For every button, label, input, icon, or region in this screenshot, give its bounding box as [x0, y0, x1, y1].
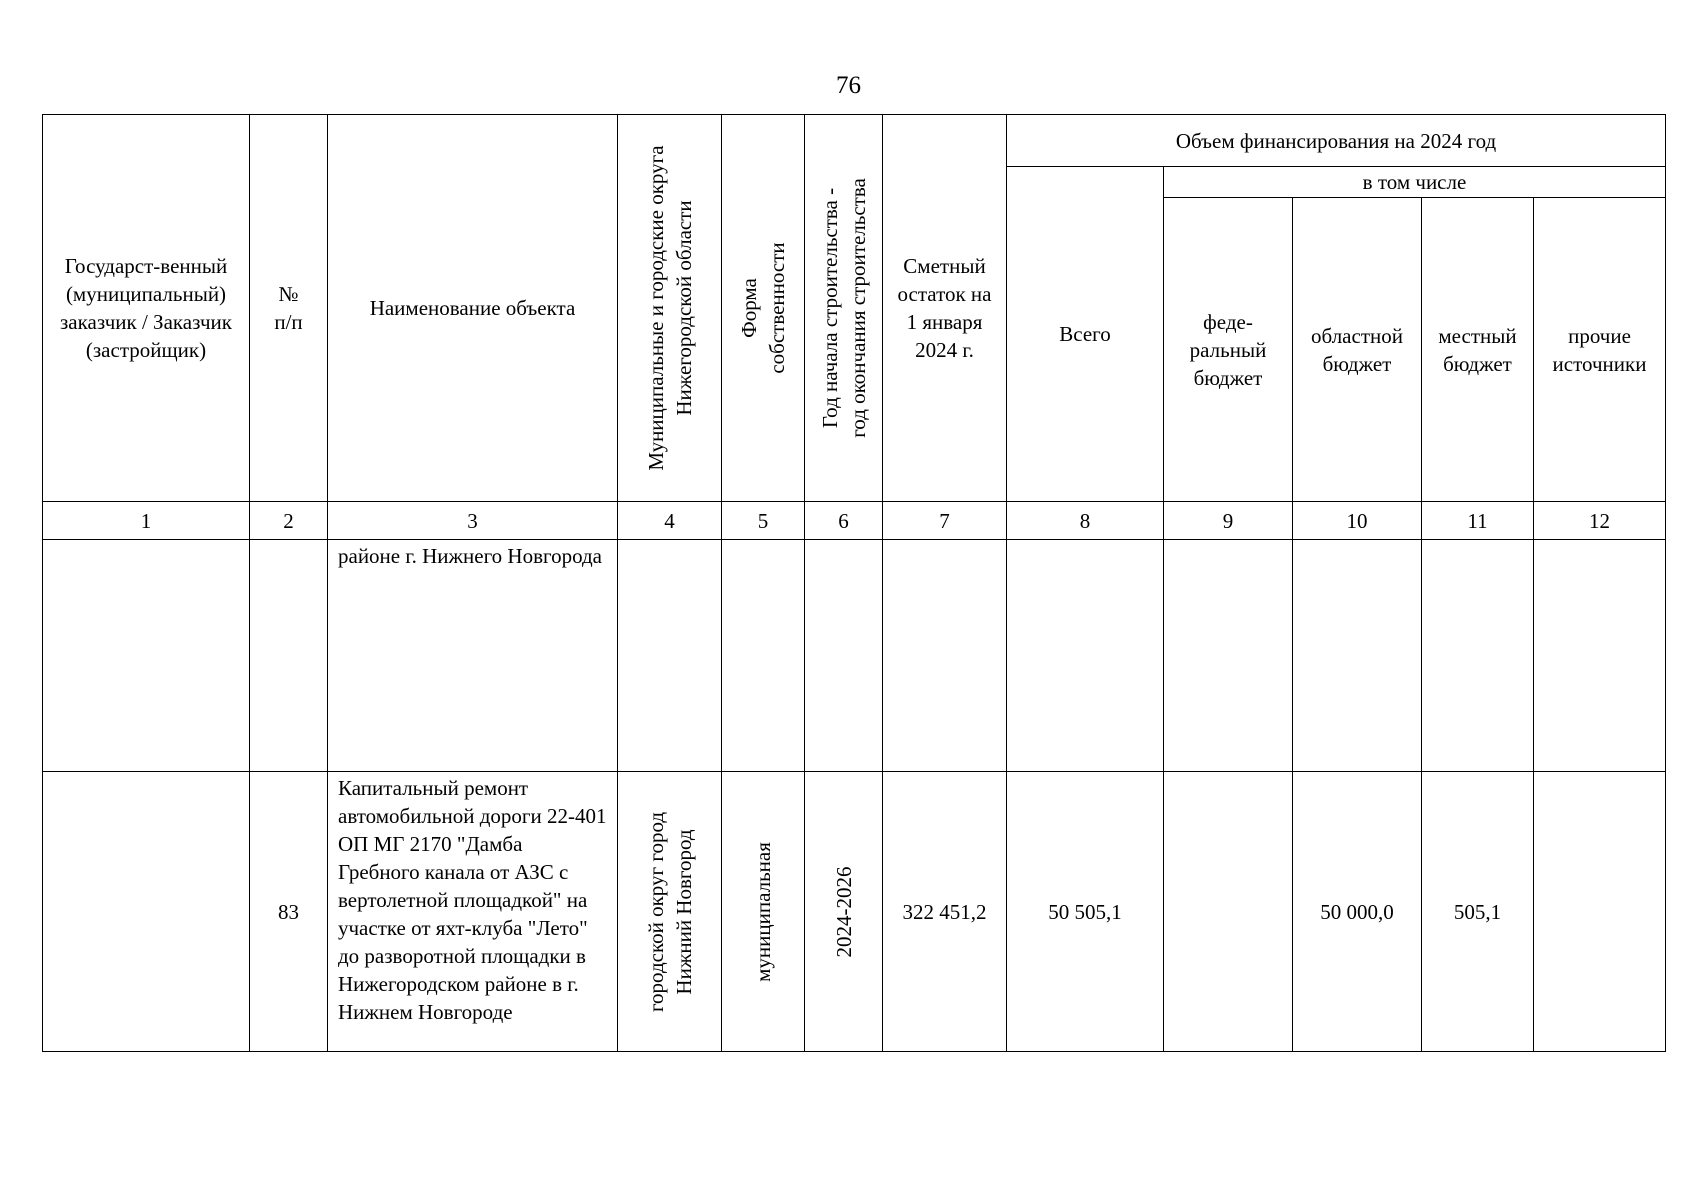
header-local [1422, 198, 1534, 502]
column-number: 10 [1293, 502, 1422, 540]
header-estimated-balance [883, 115, 1007, 502]
header-municipality-line2: Нижегородской области [671, 200, 696, 416]
cell-ownership [722, 540, 805, 772]
column-number: 4 [618, 502, 722, 540]
header-other-label: прочие источники [1552, 323, 1647, 376]
cell-years [805, 772, 883, 1052]
header-number-label: № п/п [274, 282, 303, 334]
column-number: 6 [805, 502, 883, 540]
cell-total [1007, 540, 1164, 772]
column-number: 7 [883, 502, 1007, 540]
header-including-group [1164, 167, 1666, 198]
column-number: 12 [1534, 502, 1666, 540]
header-funding-group [1007, 115, 1666, 167]
header-other [1534, 198, 1666, 502]
column-number: 2 [250, 502, 328, 540]
cell-municipality-line2: Нижний Новгород [671, 828, 696, 995]
header-customer [43, 115, 250, 502]
header-municipality-line1: Муниципальные и городские округа [643, 145, 668, 471]
cell-estimated-balance: 322 451,2 [883, 772, 1007, 1052]
header-total [1007, 167, 1164, 502]
cell-total: 50 505,1 [1007, 772, 1164, 1052]
header-ownership [722, 115, 805, 502]
header-federal [1164, 198, 1293, 502]
header-ownership-line1: Форма [737, 278, 761, 338]
header-estimated-balance-label: Сметный остаток на 1 января 2024 г. [897, 254, 992, 362]
header-municipality [618, 115, 722, 502]
cell-municipality [618, 772, 722, 1052]
cell-regional: 50 000,0 [1293, 772, 1422, 1052]
column-number: 9 [1164, 502, 1293, 540]
cell-municipality [618, 540, 722, 772]
cell-regional [1293, 540, 1422, 772]
cell-customer [43, 540, 250, 772]
header-federal-label: феде-ральный бюджет [1189, 309, 1267, 390]
page-number: 76 [836, 72, 861, 99]
cell-customer [43, 772, 250, 1052]
column-number: 8 [1007, 502, 1164, 540]
column-number: 3 [328, 502, 618, 540]
header-local-label: местный бюджет [1438, 323, 1517, 376]
column-number: 5 [722, 502, 805, 540]
cell-federal [1164, 772, 1293, 1052]
cell-years-label: 2024-2026 [831, 866, 856, 957]
table-row [43, 540, 1666, 772]
cell-number: 83 [250, 772, 328, 1052]
header-years [805, 115, 883, 502]
cell-object-name: Капитальный ремонт автомобильной дороги 22-401 ОП МГ 2170 "Дамба Гребного канала от АЗС с вертолетной площадкой" на участке от яхт-клуба "Лето" до разворотной площадки в Нижегородском районе в г. Нижнем Новгороде [328, 772, 618, 1052]
cell-municipality-line1: городской округ город [643, 811, 668, 1012]
cell-ownership-label: муниципальная [751, 841, 775, 982]
header-object-name [328, 115, 618, 502]
cell-ownership [722, 772, 805, 1052]
cell-other [1534, 772, 1666, 1052]
table-row [43, 772, 1666, 1052]
column-numbers-row [43, 502, 1666, 540]
header-customer-label: Государст-венный (муниципальный) заказчик / Заказчик (застройщик) [60, 254, 232, 362]
cell-other [1534, 540, 1666, 772]
header-number [250, 115, 328, 502]
header-ownership-line2: собственности [765, 242, 789, 374]
header-years-line1: Год начала строительства - [817, 187, 842, 429]
cell-estimated-balance [883, 540, 1007, 772]
column-number: 1 [43, 502, 250, 540]
financing-table [42, 114, 1666, 1052]
cell-object-name: районе г. Нижнего Новгорода [328, 540, 618, 772]
cell-number [250, 540, 328, 772]
header-total-label: Всего [1059, 322, 1111, 346]
cell-local [1422, 540, 1534, 772]
header-regional-label: областной бюджет [1311, 323, 1403, 376]
header-regional [1293, 198, 1422, 502]
cell-federal [1164, 540, 1293, 772]
header-object-name-label: Наименование объекта [369, 296, 576, 320]
header-including-group-label: в том числе [1362, 170, 1467, 194]
cell-local: 505,1 [1422, 772, 1534, 1052]
column-number: 11 [1422, 502, 1534, 540]
cell-years [805, 540, 883, 772]
header-funding-group-label: Объем финансирования на 2024 год [1175, 128, 1497, 153]
header-years-line2: год окончания строительства [845, 178, 870, 438]
